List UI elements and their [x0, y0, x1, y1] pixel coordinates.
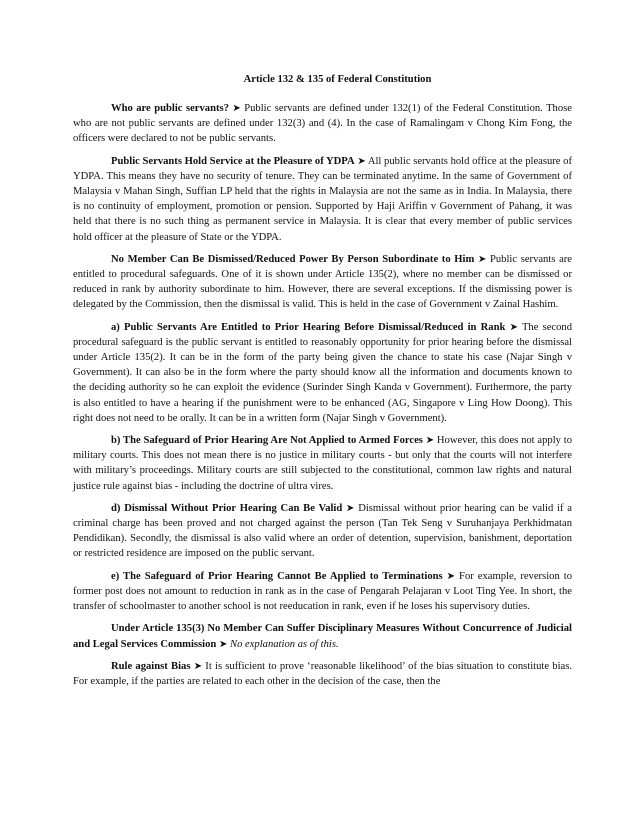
arrow-icon: ➤ [232, 103, 241, 114]
paragraph-text: For example, reversion to former post does not amount to reduction in rank as in the case of Pengarah Pelajaran v Loot Ting Yee. In short, the transfer of schoolmaster to another school is not reeducation in rank, even if he loses his supervisory duties. [73, 570, 572, 613]
paragraph-who-are-public-servants [73, 101, 572, 147]
paragraph-heading: b) The Safeguard of Prior Hearing Are Not Applied to Armed Forces [111, 435, 423, 447]
document-title: Article 132 & 135 of Federal Constitution [243, 74, 432, 85]
arrow-icon: ➤ [346, 502, 355, 514]
arrow-icon: ➤ [218, 638, 228, 650]
paragraph-text: Public servants are defined under 132(1) of the Federal Constitution. Those who are not public servants are defined under 132(3) and (4). In the case of Ramalingam v Chong Kim Fong, the officers were declared to not be public servants. [73, 103, 572, 145]
paragraph-article-135-3 [73, 621, 572, 651]
arrow-icon: ➤ [357, 155, 366, 167]
paragraph-heading: Rule against Bias [111, 660, 191, 672]
paragraph-heading: e) The Safeguard of Prior Hearing Cannot Be Applied to Terminations [111, 570, 443, 582]
paragraph-prior-hearing [73, 320, 572, 426]
paragraph-heading: d) Dismissal Without Prior Hearing Can Be Valid [111, 502, 343, 514]
paragraph-heading: a) Public Servants Are Entitled to Prior Hearing Before Dismissal/Reduced in Rank [111, 321, 506, 333]
paragraph-rule-against-bias [73, 659, 572, 689]
paragraph-text: However, this does not apply to military courts. This does not mean there is no justice in military courts - but only that the courts will not interfere with military’s proceedings. Military courts are still subjected to the constitutional, common law rights and natural justice rule against bias - including the doctrine of ultra vires. [73, 435, 572, 492]
paragraph-heading: Public Servants Hold Service at the Pleasure of YDPA [111, 155, 355, 167]
paragraph-italic-note: No explanation as of this. [230, 638, 339, 650]
paragraph-heading: Under Article 135(3) No Member Can Suffer Disciplinary Measures Without Concurrence of Judicial and Legal Services Commission [73, 623, 572, 650]
paragraph-terminations [73, 569, 572, 615]
paragraph-text: It is sufficient to prove ‘reasonable likelihood’ of the bias situation to constitute bias. For example, if the parties are related to each other in the decision of the case, then the [73, 660, 572, 687]
arrow-icon: ➤ [446, 570, 456, 582]
paragraph-armed-forces [73, 433, 572, 494]
arrow-icon: ➤ [477, 253, 487, 265]
paragraph-pleasure-of-ydpa [73, 154, 572, 245]
arrow-icon: ➤ [193, 660, 203, 672]
arrow-icon: ➤ [425, 435, 435, 447]
paragraph-heading: No Member Can Be Dismissed/Reduced Power By Person Subordinate to Him [111, 253, 475, 265]
arrow-icon: ➤ [509, 321, 518, 333]
paragraph-text: Public servants are entitled to procedural safeguards. One of it is shown under Article 135(2), where no member can be dismissed or reduced in rank by authority subordinate to him. However, there are several exceptions. If the dismissing power is delegated by the Commission, then the dismissal is valid. This is held in the case of Government v Zainal Hashim. [73, 253, 573, 311]
paragraph-heading: Who are public servants? [111, 103, 229, 114]
paragraph-text: Dismissal without prior hearing can be valid if a criminal charge has been proved and not charged against the person (Tan Tek Seng v Suruhanjaya Perkhidmatan Pendidikan). Secondly, the dismissal is also valid where an order of detention, supervision, banishment, deportation or restricted residence are imposed on the public servant. [73, 502, 572, 560]
paragraph-text: The second procedural safeguard is the public servant is entitled to reasonably opportunity for prior hearing before the dismissal under Article 135(2). It can be in the form of the party being given the chance to state his case (Najar Singh v Government). It can also be in the form where the party should know all the information and documents known to the deciding authority so he can exploit the evidence (Surinder Singh Kanda v Government). Furthermore, the party is also entitled to have a hearing if the punishment were to be enhanced (AG, Singapore v Ling How Doong). This right does not need to be orally. It can be in a written form (Najar Singh v Government). [73, 321, 573, 424]
paragraph-dismissal-without-hearing [73, 501, 572, 562]
paragraph-no-subordinate-dismissal [73, 252, 572, 313]
paragraph-text: All public servants hold office at the pleasure of YDPA. This means they have no security of tenure. They can be terminated anytime. In the same of Government of Malaysia v Mahan Singh, Suffian LP held that the rights in Malaysia are not the same as in India. In Malaysia, there is no continuity of employment, promotion or pension. Supported by Haji Ariffin v Government of Pahang, it was held that there is no such thing as permanent service in Malaysia. It is clear that every member of public services hold officer at the pleasure of State or the YDPA. [73, 155, 573, 243]
